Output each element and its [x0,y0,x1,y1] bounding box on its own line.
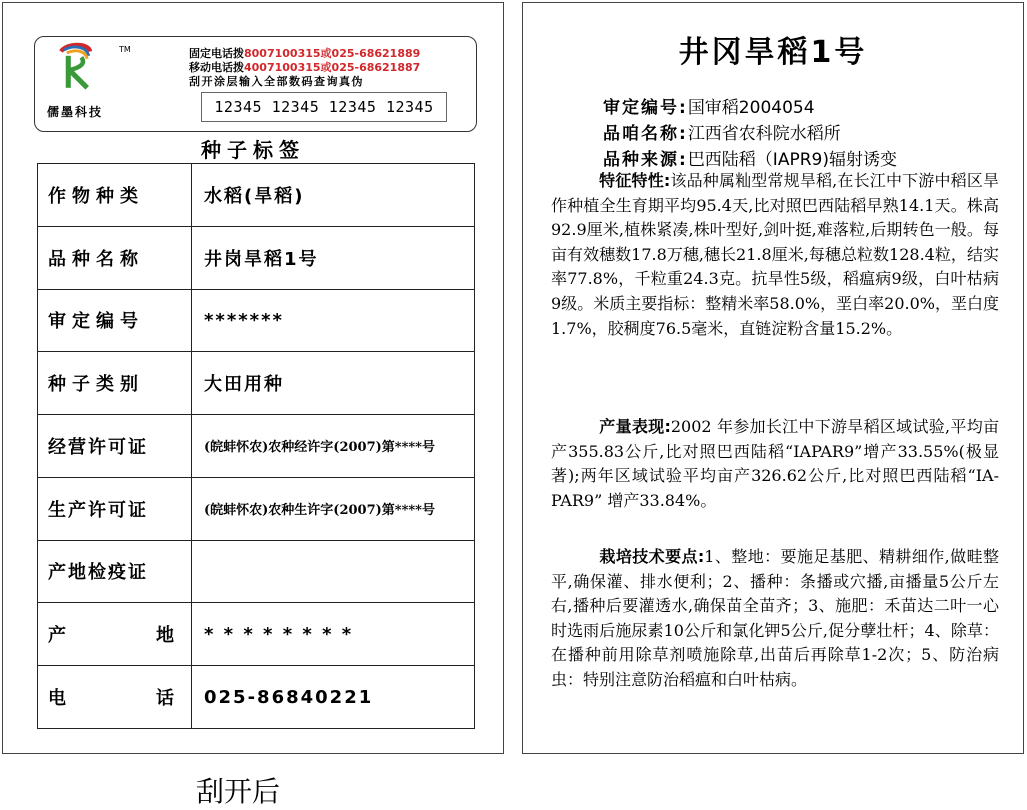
meta-value: 国审稻2004054 [687,98,815,118]
table-row [38,477,475,540]
mobile-phone-prefix: 移动电话拨 [189,61,244,74]
meta-value: 江西省农科院水稻所 [687,124,841,144]
fixed-phone-prefix: 固定电话拨 [189,47,244,60]
row-value: ******* [192,289,475,352]
row-key: 品种名称 [38,226,192,289]
paragraph-text: 2002 年参加长江中下游旱稻区域试验,平均亩产355.83公斤,比对照巴西陆稻“IAPAR9”增产33.55%(极显著);两年区域试验平均亩产326.62公斤,比对照巴西陆稻“IA-PAR9” 增产33.84%。 [551,417,999,510]
table-row [38,540,475,603]
paragraph-label: 特征特性: [599,171,671,190]
yield-paragraph [551,415,999,513]
table-row [38,415,475,478]
row-key: 作物种类 [38,164,192,227]
meta-label: 品种来源: [603,150,688,170]
row-value: 025-86840221 [192,666,475,729]
trademark-mark: TM [119,45,131,54]
table-row [38,666,475,729]
row-key [38,666,192,729]
row-value: * * * * * * * * [192,603,475,666]
meta-label: 审定编号: [603,98,688,118]
row-value: (皖蚌怀农)农种经许字(2007)第****号 [192,415,475,478]
row-key-part: 地 [156,625,180,647]
table-row [38,226,475,289]
row-key [38,603,192,666]
row-value [192,540,475,603]
cultivation-paragraph [551,545,999,693]
row-key: 种子类别 [38,352,192,415]
row-value: 井岗旱稻1号 [192,226,475,289]
after-scratch-caption: 刮开后 [196,775,281,808]
row-value: 水稻(旱稻) [192,164,475,227]
rumo-logo-icon [45,39,125,109]
row-key-part: 电 [48,688,72,710]
row-key-part: 话 [156,688,180,710]
mobile-phone-number: 4007100315或025-68621887 [244,61,421,74]
table-row [38,352,475,415]
meta-label: 品咱名称: [603,124,688,144]
row-value: 大田用种 [192,352,475,415]
verification-code: 12345 12345 12345 12345 [201,92,447,122]
meta-source [603,145,897,170]
paragraph-text: 1、整地：要施足基肥、精耕细作,做畦整平,确保灌、排水便利；2、播种：条播或穴播,亩播量5公斤左右,播种后要灌透水,确保苗全苗齐；3、施肥：禾苗达二叶一心时选雨后施尿素10公斤和氯化钾5公斤,促分孽壮杆；4、除草：在播种前用除草剂喷施除草,出苗后再除草1-2次；5、防治病虫：特别注意防治稻瘟和白叶枯病。 [551,547,999,689]
characteristics-paragraph [551,169,999,341]
row-key: 产地检疫证 [38,540,192,603]
table-row [38,289,475,352]
meta-breeder [603,119,841,144]
row-key: 审定编号 [38,289,192,352]
row-key-part: 产 [48,625,72,647]
seed-info-table [37,163,475,729]
row-key: 经营许可证 [38,415,192,478]
brand-name: 儒墨科技 [47,105,104,119]
paragraph-label: 产量表现: [599,417,671,436]
table-row [38,164,475,227]
row-key: 生产许可证 [38,477,192,540]
variety-description-card [522,2,1024,754]
meta-value: 巴西陆稻（IAPR9)辐射诱变 [687,150,897,170]
paragraph-label: 栽培技术要点: [599,547,705,566]
fixed-phone-number: 8007100315或025-68621889 [244,47,421,60]
seed-label-card [2,2,504,754]
variety-title: 井冈旱稻1号 [678,35,868,70]
scratch-instruction: 刮开涂层输入全部数码查询真伪 [189,75,364,88]
paragraph-text: 该品种属籼型常规旱稻,在长江中下游中稻区旱作种植全生育期平均95.4天,比对照巴西陆稻早熟14.1天。株高92.9厘米,植株紧凑,株叶型好,剑叶挺,难落粒,后期转色一般。每亩有效穗数17.8万穗,穗长21.8厘米,每穗总粒数128.4粒，结实率77.8%，千粒重24.3克。抗旱性5级，稻瘟病9级，白叶枯病9级。米质主要指标：整精米率58.0%，垩白率20.0%，垩白度1.7%，胶稠度76.5毫米，直链淀粉含量15.2%。 [551,171,999,338]
anti-counterfeit-header [34,36,477,132]
meta-approval [603,93,815,118]
table-row [38,603,475,666]
row-value: (皖蚌怀农)农种生许字(2007)第****号 [192,477,475,540]
seed-label-title: 种子标签 [201,138,305,162]
